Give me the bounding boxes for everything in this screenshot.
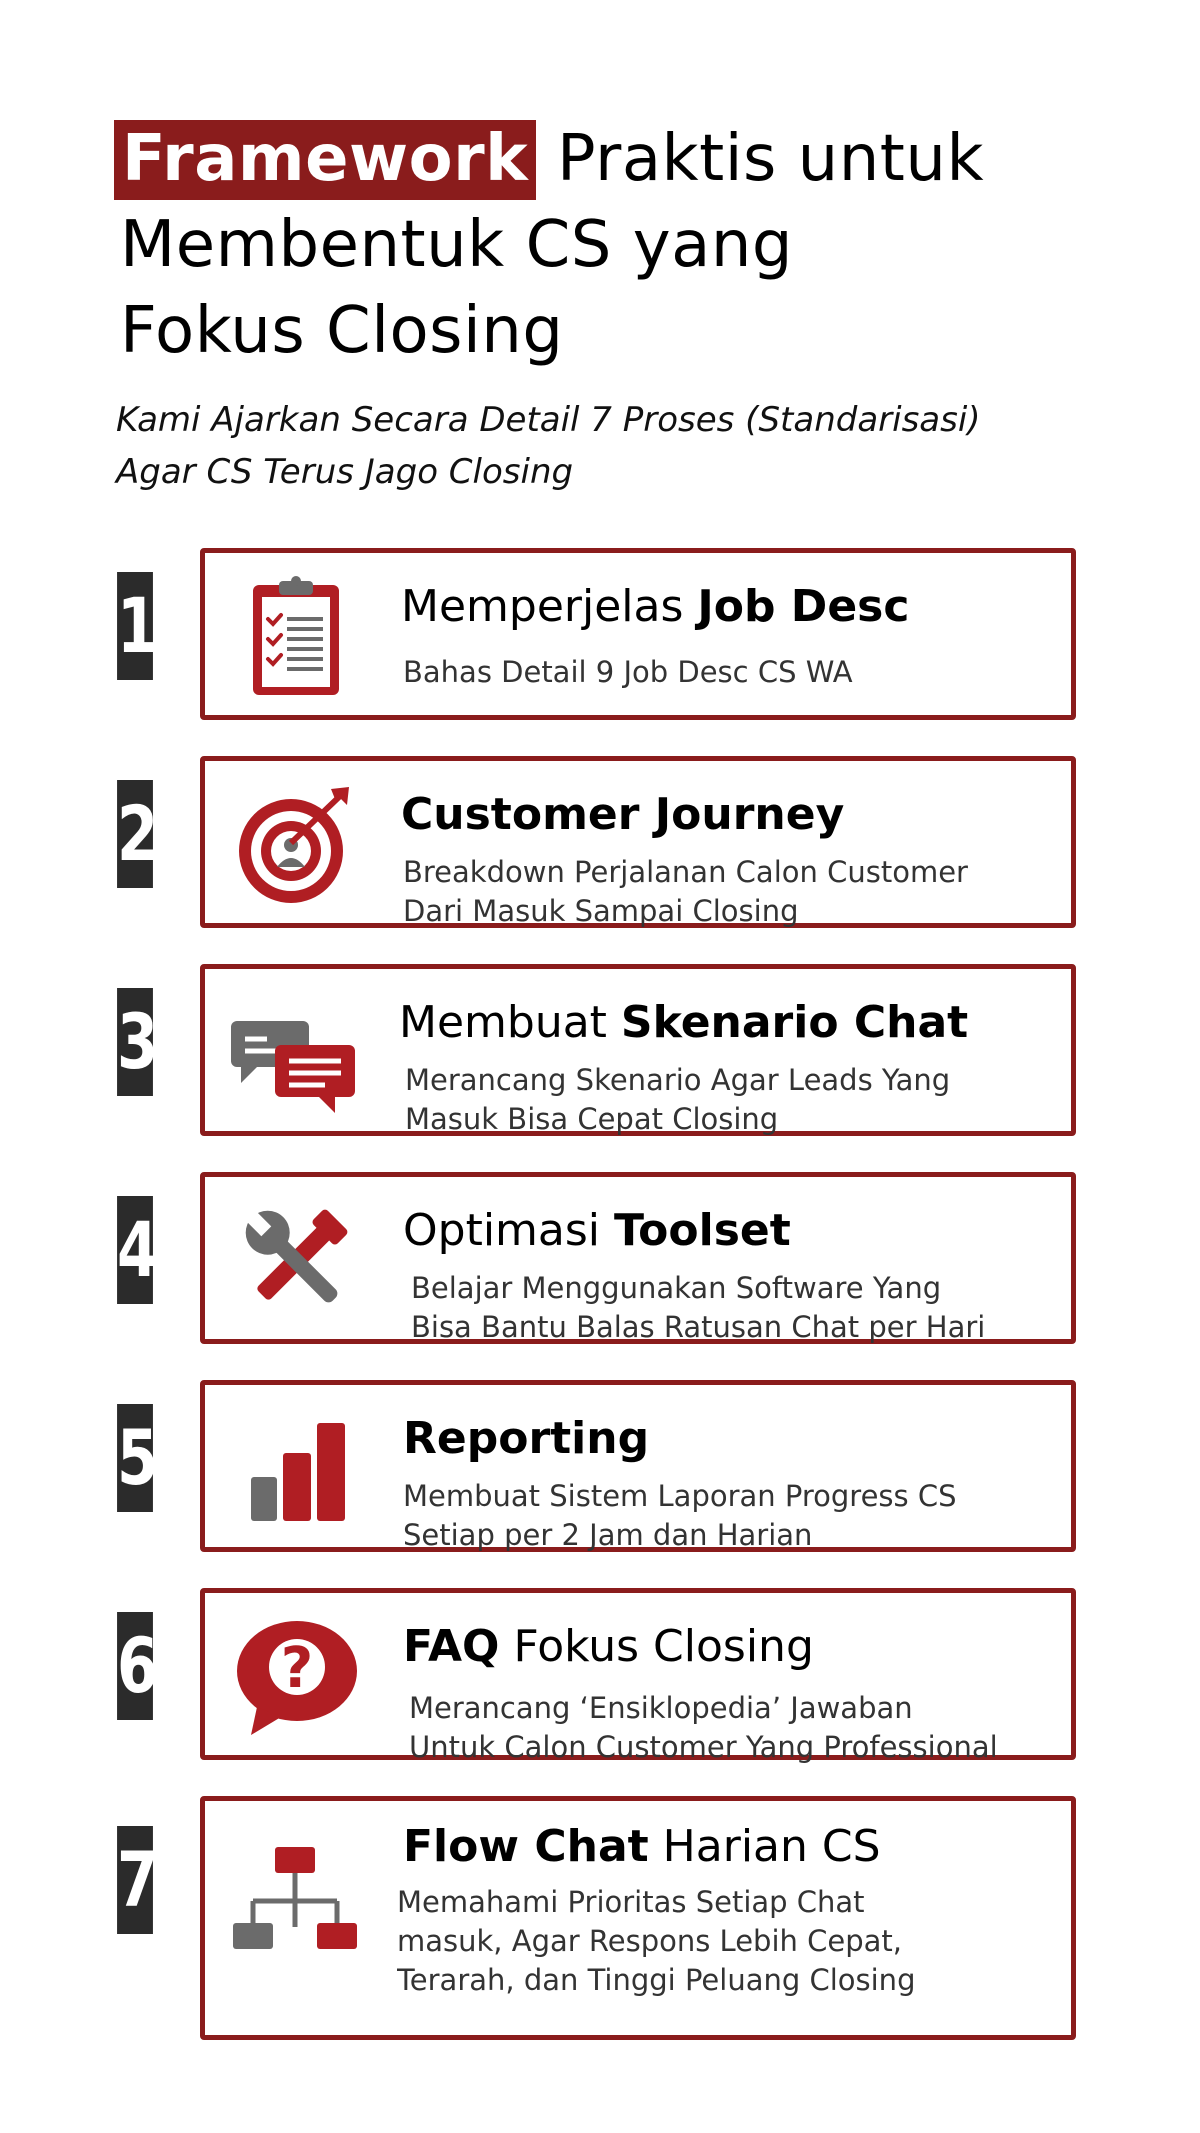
step-desc-line: Setiap per 2 Jam dan Harian xyxy=(403,1518,813,1552)
step-title-5 xyxy=(403,1413,1063,1465)
step-title-3 xyxy=(399,997,1059,1049)
title-line-3: Fokus Closing xyxy=(120,294,564,368)
step-title-bold: Reporting xyxy=(403,1413,650,1464)
step-desc-line: Memahami Prioritas Setiap Chat xyxy=(397,1885,865,1919)
step-title-bold: FAQ xyxy=(403,1621,500,1672)
step-title-2 xyxy=(401,789,1061,841)
step-desc-line: Belajar Menggunakan Software Yang xyxy=(411,1271,942,1305)
step-desc-line: Merancang ‘Ensiklopedia’ Jawaban xyxy=(409,1691,913,1725)
bar-chart-icon xyxy=(231,1407,361,1531)
step-title-bold: Job Desc xyxy=(697,581,910,632)
step-desc-line: Masuk Bisa Cepat Closing xyxy=(405,1102,779,1136)
step-number-4: 4 xyxy=(117,1196,153,1304)
step-desc-line: Dari Masuk Sampai Closing xyxy=(403,894,799,928)
step-desc-line: Untuk Calon Customer Yang Professional xyxy=(409,1730,998,1764)
step-number-1: 1 xyxy=(117,572,153,680)
step-title-pre: Memperjelas xyxy=(401,581,698,632)
step-title-bold: Skenario Chat xyxy=(620,997,969,1048)
step-card-2 xyxy=(200,756,1076,928)
page-subtitle xyxy=(116,394,1116,498)
clipboard-checklist-icon xyxy=(231,575,361,699)
step-card-6 xyxy=(200,1588,1076,1764)
step-number-3: 3 xyxy=(117,988,153,1096)
step-title-bold: Toolset xyxy=(614,1205,791,1256)
step-title-6 xyxy=(403,1621,1063,1673)
step-card-7 xyxy=(200,1796,1076,2040)
title-line-1 xyxy=(120,116,1120,202)
step-desc-2 xyxy=(403,853,1073,931)
step-desc-line: Merancang Skenario Agar Leads Yang xyxy=(405,1063,951,1097)
step-title-post: Harian CS xyxy=(648,1821,881,1872)
step-card-5 xyxy=(200,1380,1076,1552)
step-title-7 xyxy=(403,1821,1063,1873)
step-desc-line: Terarah, dan Tinggi Peluang Closing xyxy=(397,1963,916,1997)
step-title-pre: Optimasi xyxy=(403,1205,614,1256)
step-card-4 xyxy=(200,1172,1076,1344)
step-number-7: 7 xyxy=(117,1826,153,1934)
chat-bubbles-icon xyxy=(227,991,357,1115)
wrench-tools-icon xyxy=(231,1199,361,1323)
step-number-6: 6 xyxy=(117,1612,153,1720)
step-desc-7 xyxy=(397,1883,1067,2000)
step-desc-5 xyxy=(403,1477,1073,1555)
target-customer-icon xyxy=(231,783,361,907)
step-title-1 xyxy=(401,581,1061,633)
step-desc-6 xyxy=(409,1689,1079,1767)
step-desc-line: Bisa Bantu Balas Ratusan Chat per Hari xyxy=(411,1310,986,1344)
title-line-2: Membentuk CS yang xyxy=(120,208,793,282)
title-highlight: Framework xyxy=(114,120,536,200)
flowchart-icon xyxy=(231,1839,361,1963)
step-card-1 xyxy=(200,548,1076,720)
title-line-1-rest: Praktis untuk xyxy=(536,122,984,196)
svg-text:?: ? xyxy=(280,1636,314,1701)
step-card-3 xyxy=(200,964,1076,1136)
step-number-5: 5 xyxy=(117,1404,153,1512)
page-title xyxy=(120,116,1120,374)
step-title-bold: Flow Chat xyxy=(403,1821,649,1872)
step-desc-line: masuk, Agar Respons Lebih Cepat, xyxy=(397,1924,902,1958)
question-bubble-icon xyxy=(231,1615,361,1739)
step-desc-line: Bahas Detail 9 Job Desc CS WA xyxy=(403,655,853,689)
step-title-post: Fokus Closing xyxy=(499,1621,814,1672)
step-title-bold: Customer Journey xyxy=(401,789,845,840)
step-desc-line: Membuat Sistem Laporan Progress CS xyxy=(403,1479,957,1513)
step-desc-line: Breakdown Perjalanan Calon Customer xyxy=(403,855,968,889)
step-title-pre: Membuat xyxy=(399,997,621,1048)
subtitle-line-1: Kami Ajarkan Secara Detail 7 Proses (Standarisasi) xyxy=(116,400,981,440)
step-desc-1 xyxy=(403,653,1073,692)
step-title-4 xyxy=(403,1205,1063,1257)
step-desc-3 xyxy=(405,1061,1075,1139)
subtitle-line-2: Agar CS Terus Jago Closing xyxy=(116,452,574,492)
step-number-2: 2 xyxy=(117,780,153,888)
step-desc-4 xyxy=(411,1269,1081,1347)
